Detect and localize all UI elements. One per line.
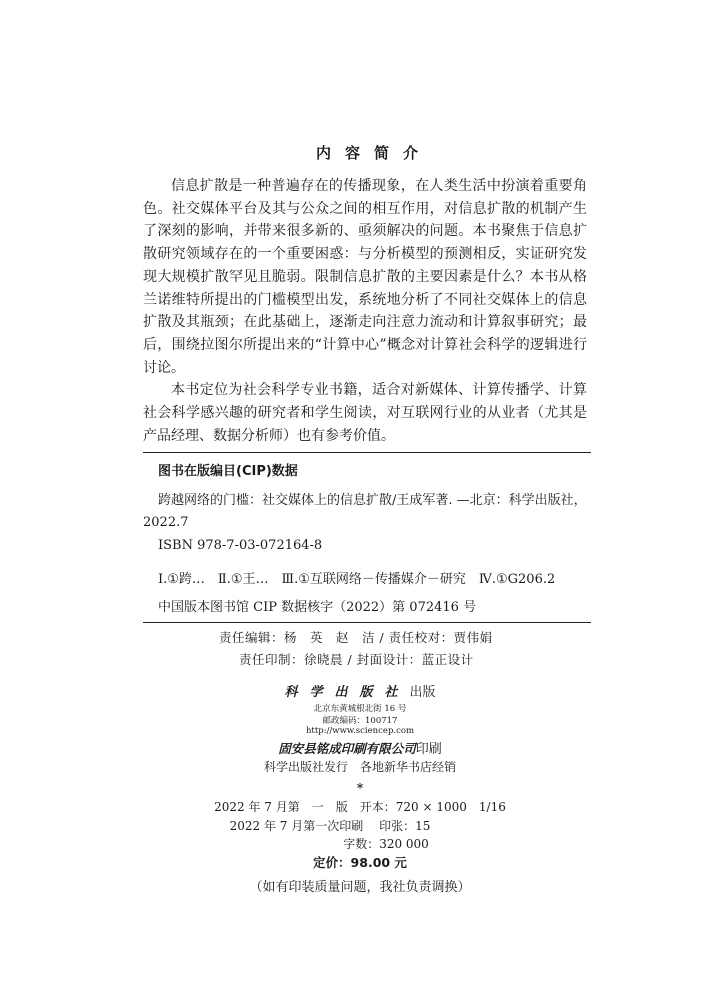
separator-star: * [356,781,364,795]
summary-body [143,175,587,447]
printing-line: 2022 年 7 月第一次印刷 印张：15 [229,819,431,833]
cip-isbn: ISBN 978-7-03-072164-8 [158,538,323,553]
printer-line [0,738,720,757]
cip-description: 跨越网络的门槛：社交媒体上的信息扩散/王成军著. —北京：科学出版社，2022.7 [143,493,587,530]
quality-note: （如有印装质量问题，我社负责调换） [249,880,471,895]
cip-top-rule [143,452,591,453]
printer-suffix: 印刷 [415,742,442,757]
distribution: 科学出版社发行 各地新华书店经销 [263,760,456,774]
cip-classification: Ⅰ.①跨… Ⅱ.①王… Ⅲ.①互联网络－传播媒介－研究 Ⅳ.①G206.2 [158,572,556,587]
publisher-name: 科学出版社 [284,685,410,700]
summary-paragraph-2: 本书定位为社会科学专业书籍，适合对新媒体、计算传播学、计算社会科学感兴趣的研究者和学生阅读，对互联网行业的从业者（尤其是产品经理、数据分析师）也有参考价值。 [143,382,587,444]
publisher-address: 北京东黄城根北街 16 号 [313,704,407,714]
publisher-postcode: 邮政编码：100717 [322,716,398,726]
editors-line-2: 责任印制：徐晓晨 / 封面设计：蓝正设计 [239,652,474,667]
editors-line-1: 责任编辑：杨 英 赵 洁 / 责任校对：贾伟娟 [219,630,493,645]
publisher-website: http://www.sciencep.com [305,726,415,736]
publisher-suffix: 出版 [409,685,436,700]
cip-bottom-rule [143,622,591,623]
word-count: 字数：320 000 [343,837,429,851]
cip-number: 中国版本图书馆 CIP 数据核字（2022）第 072416 号 [158,600,477,615]
price: 定价：98.00 元 [313,855,407,870]
summary-paragraph-1: 信息扩散是一种普遍存在的传播现象，在人类生活中扮演着重要角色。社交媒体平台及其与公众之间的相互作用，对信息扩散的机制产生了深刻的影响，并带来很多新的、亟须解决的问题。本书聚焦于信息扩散研究领域存在的一个重要困惑：与分析模型的预测相反，实证研究发现大规模扩散罕见且脆弱。限制信息扩散的主要因素是什么？本书从格兰诺维特所提出的门槛模型出发，系统地分析了不同社交媒体上的信息扩散及其瓶颈；在此基础上，逐渐走向注意力流动和计算叙事研究；最后，围绕拉图尔所提出来的“计算中心”概念对计算社会科学的逻辑进行讨论。 [143,178,587,376]
printer-name: 固安县铭成印刷有限公司 [278,741,416,756]
cip-heading: 图书在版编目(CIP)数据 [158,464,298,479]
edition-line: 2022 年 7 月第 一 版 开本：720 × 1000 1/16 [214,800,506,814]
summary-title: 内容简介 [315,144,432,162]
publisher-line [0,681,720,700]
